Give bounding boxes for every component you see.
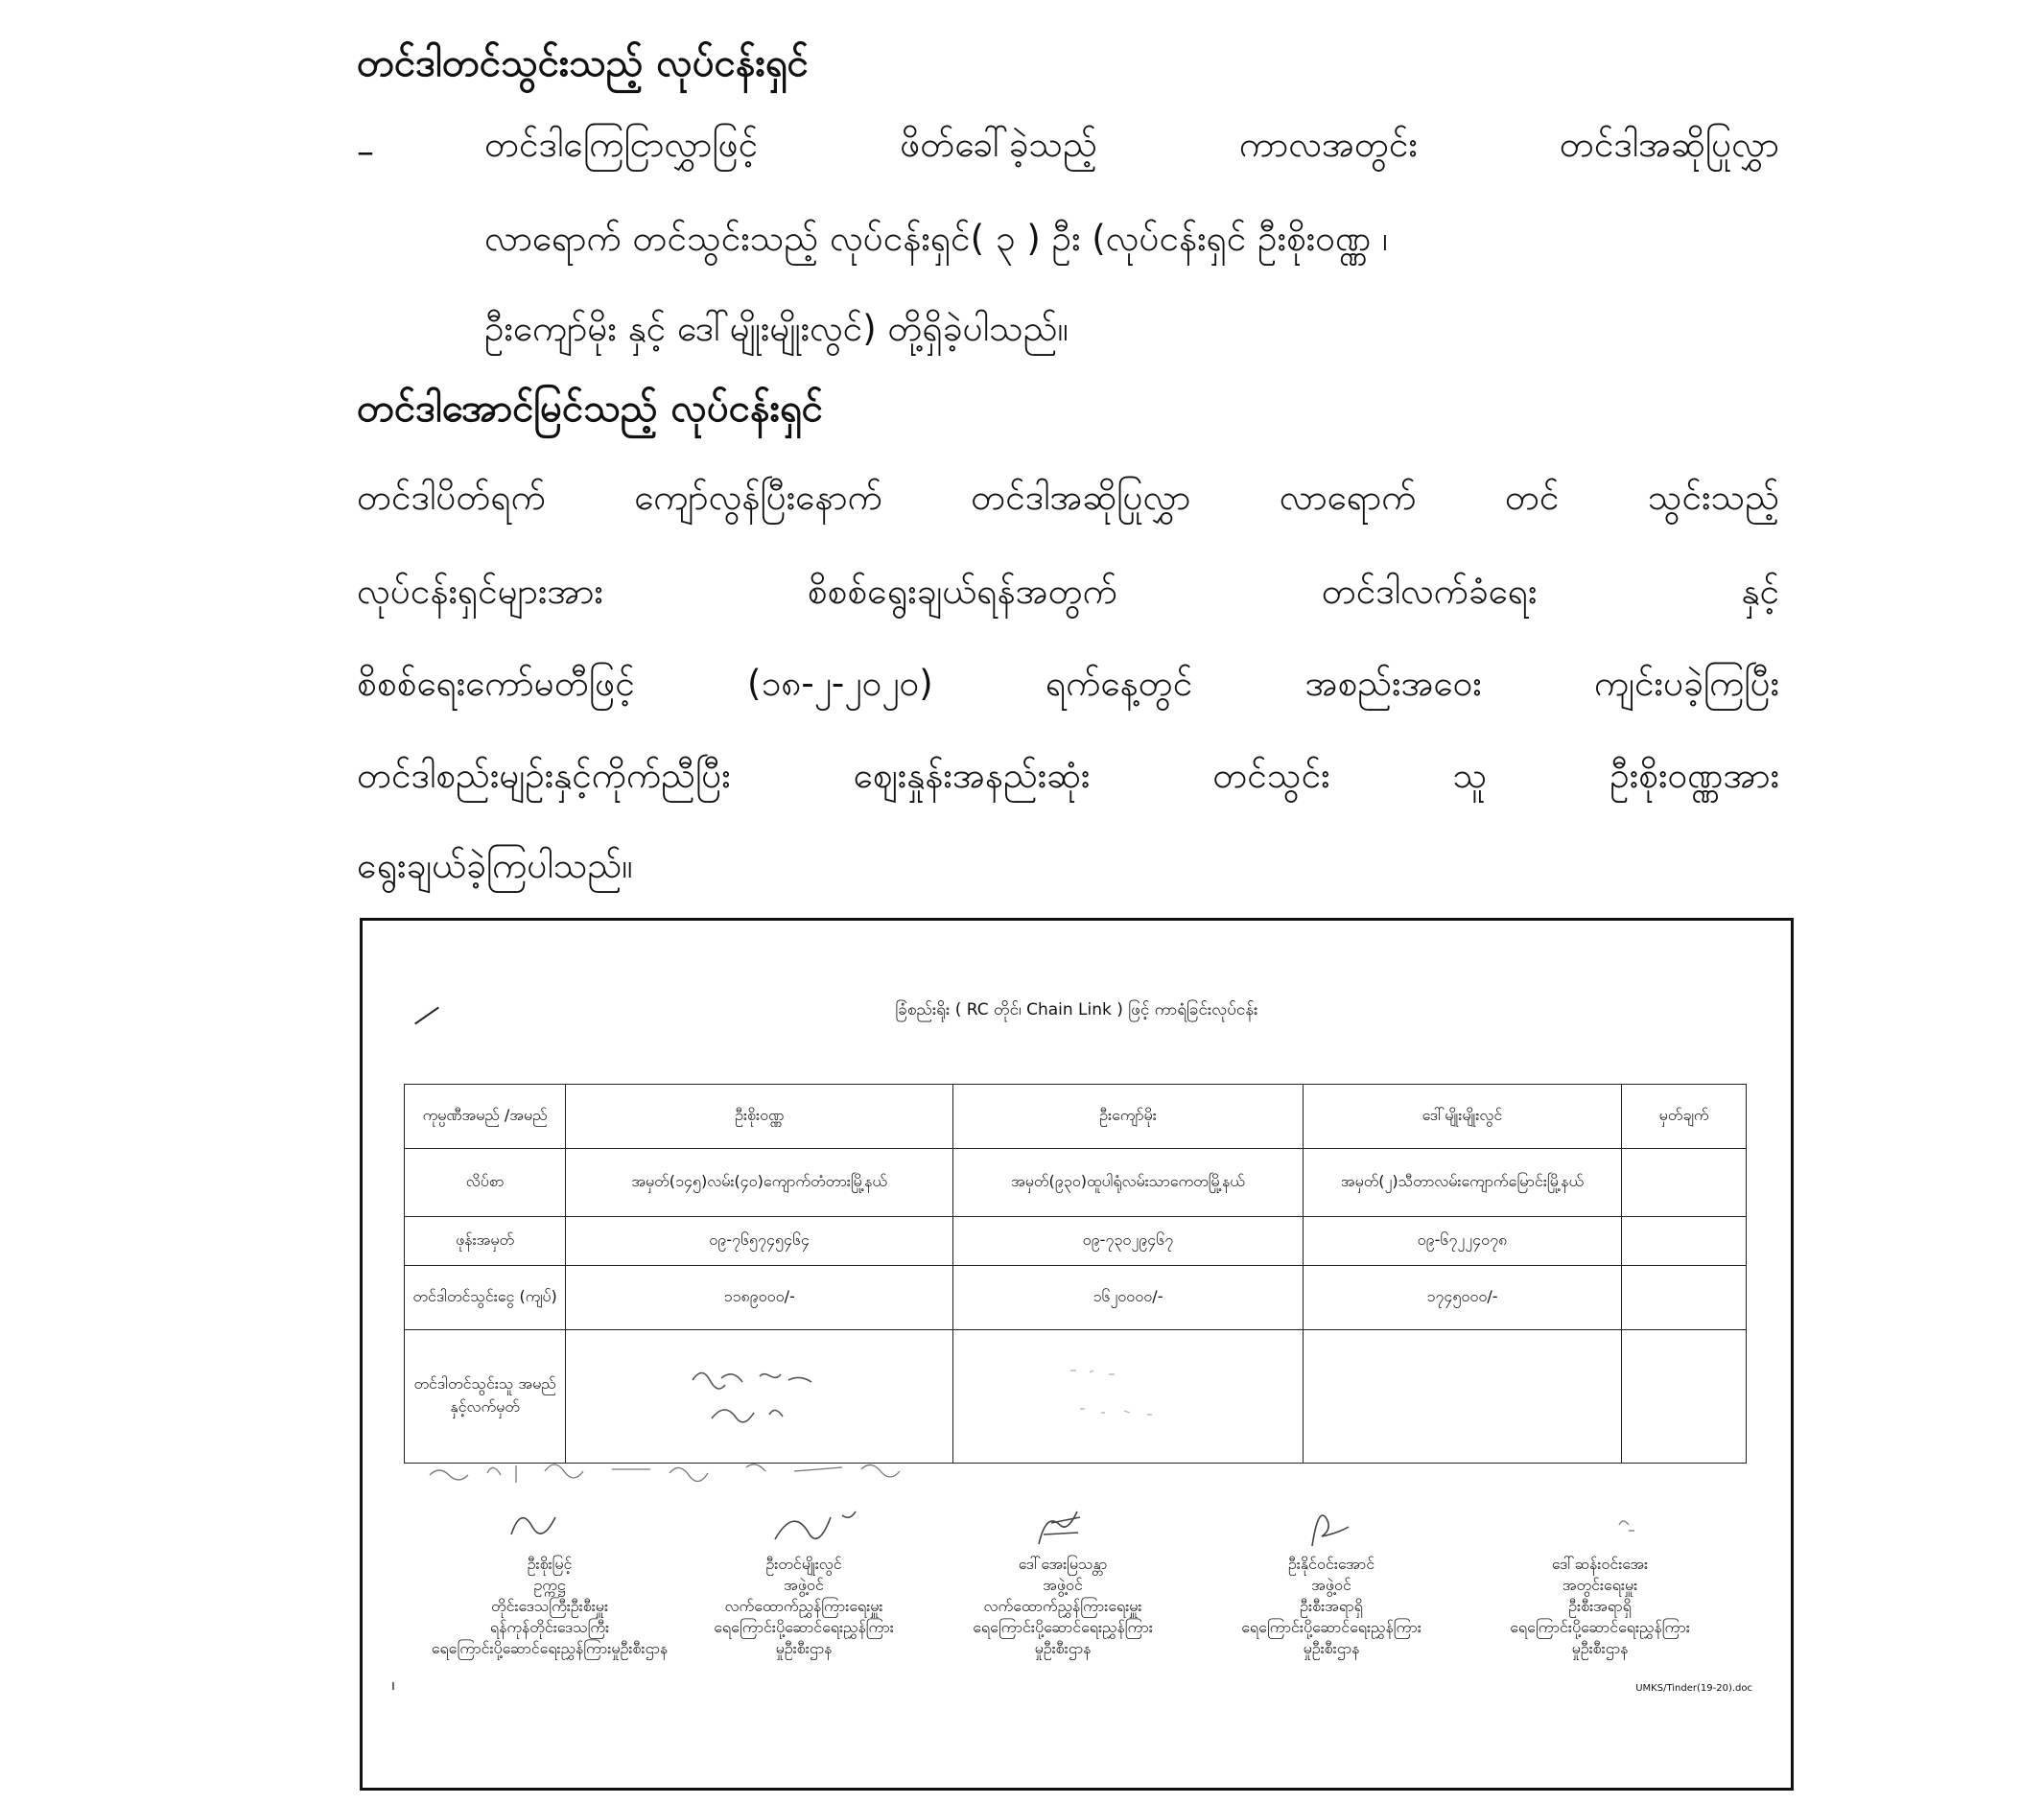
officer-block-5 <box>1475 1496 1725 1659</box>
row-label: ဖုန်းအမှတ် <box>405 1217 566 1266</box>
handwritten-signature <box>673 1351 846 1438</box>
table-cell: ၁၁၈၉၀၀၀/- <box>566 1266 953 1330</box>
section-2-line-5: ရွေးချယ်ခဲ့ကြပါသည်။ <box>357 845 633 886</box>
officer-line: ဥက္ကဋ္ဌ <box>533 1576 566 1594</box>
table-cell <box>1622 1266 1747 1330</box>
bullet-dash: – <box>357 132 374 172</box>
officer-block-4 <box>1207 1496 1456 1659</box>
officer-line: မှုဦးစီးဌာန <box>1034 1639 1092 1657</box>
officer-line: မှုဦးစီးဌာန <box>775 1639 833 1657</box>
table-row-phone <box>405 1217 1747 1266</box>
handwritten-signature <box>938 1496 1187 1554</box>
signature-cell <box>1622 1330 1747 1464</box>
officer-line: ဦးစီးအရာရှိ <box>1300 1597 1363 1615</box>
officer-line: မှုဦးစီးဌာန <box>1571 1639 1629 1657</box>
header-bidder-2: ဦးကျော်မိုး <box>953 1085 1304 1149</box>
handwritten-signature <box>1207 1496 1456 1554</box>
officer-line: လက်ထောက်ညွှန်ကြားရေးမှူး <box>983 1597 1142 1615</box>
officer-line: လက်ထောက်ညွှန်ကြားရေးမှူး <box>724 1597 883 1615</box>
table-row-address <box>405 1149 1747 1217</box>
table-cell: ၀၉-၆၇၂၂၄၀၇၈ <box>1303 1217 1621 1266</box>
officer-line: အဖွဲ့ဝင် <box>784 1576 824 1594</box>
officer-name: ဦးတင်မျိုးလွင် <box>765 1555 842 1573</box>
bid-comparison-table <box>404 1084 1747 1464</box>
officer-line: ရေကြောင်းပို့ဆောင်ရေးညွှန်ကြား <box>714 1618 894 1636</box>
table-header-row <box>405 1085 1747 1149</box>
table-cell: ၁၇၄၅၀၀၀/- <box>1303 1266 1621 1330</box>
header-bidder-1: ဦးစိုးဝဏ္ဏ <box>566 1085 953 1149</box>
officer-name: ဦးနိုင်ဝင်းအောင် <box>1287 1555 1375 1573</box>
handwritten-signature <box>1042 1351 1214 1438</box>
header-bidder-3: ဒေါ်မျိုးမျိုးလွင် <box>1303 1085 1621 1149</box>
officer-line: ရန်ကုန်တိုင်းဒေသကြီး <box>489 1618 610 1636</box>
officer-line: ရေကြောင်းပို့ဆောင်ရေးညွှန်ကြား <box>1241 1618 1421 1636</box>
officer-line: ရေကြောင်းပို့ဆောင်ရေးညွှန်ကြားမှုဦးစီးဌာန <box>431 1639 669 1657</box>
section-2-heading: တင်ဒါအောင်မြင်သည့် လုပ်ငန်းရှင် <box>357 387 823 431</box>
section-1-line-3: ဦးကျော်မိုး နှင့် ဒေါ်မျိုးမျိုးလွင်) တို့ရှိခဲ့ပါသည်။ <box>484 308 1069 349</box>
scan-title: ခြံစည်းရိုး ( RC တိုင်၊ Chain Link ) ဖြင့် ကာရံခြင်းလုပ်ငန်း <box>895 1000 1258 1019</box>
officer-name: ဦးစိုးမြင့် <box>527 1555 573 1573</box>
section-2-line-3: စိစစ်ရေးကော်မတီဖြင့် (၁၈-၂-၂၀၂၀) ရက်နေ့တွင် အစည်းအဝေး ကျင်းပခဲ့ကြပြီး <box>357 663 1779 704</box>
officer-line: အတွင်းရေးမှူး <box>1562 1576 1638 1594</box>
table-cell: အမှတ်(၉၃၀)ထူပါရုံလမ်းသာကေတမြို့နယ် <box>953 1149 1304 1217</box>
table-cell: ၀၉-၇၃၀၂၉၄၆၇ <box>953 1217 1304 1266</box>
officer-line: မှုဦးစီးဌာန <box>1303 1639 1360 1657</box>
row-label: တင်ဒါတင်သွင်းသူ အမည်နှင့်လက်မှတ် <box>405 1330 566 1464</box>
table-cell <box>1622 1149 1747 1217</box>
officer-name: ဒေါ်ဆန်းဝင်းအေး <box>1551 1555 1649 1573</box>
officer-block-1 <box>425 1496 674 1659</box>
handwritten-notes <box>420 1446 957 1494</box>
table-cell: ၀၉-၇၆၅၇၄၅၄၆၄ <box>566 1217 953 1266</box>
signature-cell <box>566 1330 953 1464</box>
officer-line: တိုင်းဒေသကြီးဦးစီးမှူး <box>491 1597 608 1615</box>
table-cell: အမှတ်(၁၄၅)လမ်း(၄၀)ကျောက်တံတားမြို့နယ် <box>566 1149 953 1217</box>
officer-block-3 <box>938 1496 1187 1659</box>
officer-line: အဖွဲ့ဝင် <box>1043 1576 1083 1594</box>
section-1-heading: တင်ဒါတင်သွင်းသည့် လုပ်ငန်းရှင် <box>357 41 809 85</box>
officer-line: ဦးစီးအရာရှိ <box>1568 1597 1632 1615</box>
table-row-price <box>405 1266 1747 1330</box>
table-cell: အမှတ်(၂)သီတာလမ်းကျောက်မြောင်းမြို့နယ် <box>1303 1149 1621 1217</box>
officer-line: အဖွဲ့ဝင် <box>1311 1576 1351 1594</box>
table-row-signature <box>405 1330 1747 1464</box>
scanned-bid-sheet <box>360 918 1794 1791</box>
officer-name: ဒေါ်အေးမြသန္တာ <box>1018 1555 1108 1573</box>
section-2-line-1: တင်ဒါပိတ်ရက် ကျော်လွန်ပြီးနောက် တင်ဒါအဆိုပြုလွှာ လာရောက် တင် သွင်းသည့် <box>357 477 1779 518</box>
header-company-name: ကုမ္ပဏီအမည် /အမည် <box>405 1085 566 1149</box>
section-1-line-2: လာရောက် တင်သွင်းသည့် လုပ်ငန်းရှင်( ၃ ) ဦး (လုပ်ငန်းရှင် ဦးစိုးဝဏ္ဏ ၊ <box>484 218 1388 259</box>
section-2-line-2: လုပ်ငန်းရှင်များအား စိစစ်ရွေးချယ်ရန်အတွက် တင်ဒါလက်ခံရေး နှင့် <box>357 571 1779 612</box>
officer-block-2 <box>679 1496 928 1659</box>
handwritten-signature <box>1475 1496 1725 1554</box>
header-remarks: မှတ်ချက် <box>1622 1085 1747 1149</box>
table-cell: ၁၆၂၀၀၀၀/- <box>953 1266 1304 1330</box>
section-1-line-1: တင်ဒါကြေငြာလွှာဖြင့် ဖိတ်ခေါ်ခဲ့သည့် ကာလအတွင်း တင်ဒါအဆိုပြုလွှာ <box>484 124 1779 165</box>
row-label: တင်ဒါတင်သွင်းငွေ (ကျပ်) <box>405 1266 566 1330</box>
file-reference: UMKS/Tinder(19-20).doc <box>1635 1683 1752 1694</box>
row-label: လိပ်စာ <box>405 1149 566 1217</box>
handwritten-signature <box>425 1496 674 1554</box>
section-2-line-4: တင်ဒါစည်းမျဉ်းနှင့်ကိုက်ညီပြီး ဈေးနှုန်းအနည်းဆုံး တင်သွင်း သူ ဦးစိုးဝဏ္ဏအား <box>357 755 1779 796</box>
signature-cell <box>953 1330 1304 1464</box>
officer-line: ရေကြောင်းပို့ဆောင်ရေးညွှန်ကြား <box>973 1618 1153 1636</box>
stray-mark: ı <box>391 1678 395 1694</box>
handwritten-signature <box>679 1496 928 1554</box>
officer-line: ရေကြောင်းပို့ဆောင်ရေးညွှန်ကြား <box>1510 1618 1690 1636</box>
table-cell <box>1622 1217 1747 1266</box>
signature-cell <box>1303 1330 1621 1464</box>
